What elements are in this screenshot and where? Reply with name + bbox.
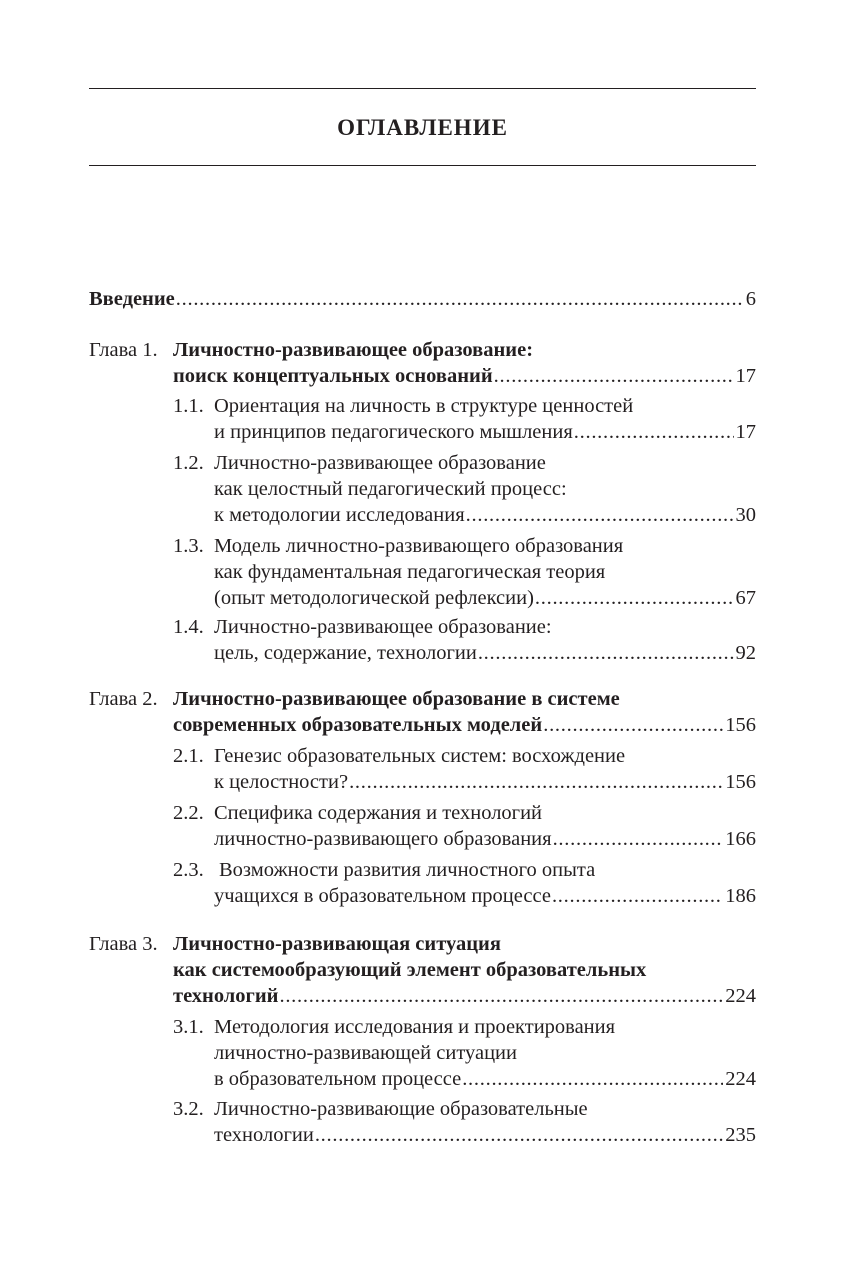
section-2-3-line1: Возможности развития личностного опыта <box>219 859 596 881</box>
toc-section-2-1[interactable] <box>89 743 756 795</box>
dot-leader <box>315 1122 723 1148</box>
dot-leader <box>494 363 734 389</box>
section-1-1-line1: Ориентация на личность в структуре ценностей <box>214 395 634 417</box>
section-1-3-page: 67 <box>735 587 756 609</box>
toc-section-1-4[interactable] <box>89 614 756 666</box>
toc-intro-page: 6 <box>745 288 756 310</box>
section-1-1-number: 1.1. <box>173 395 204 417</box>
section-3-1-line3: в образовательном процессе <box>214 1068 462 1090</box>
section-2-1-page: 156 <box>725 771 756 793</box>
section-1-4-page: 92 <box>735 642 756 664</box>
section-1-2-line2: как целостный педагогический процесс: <box>214 478 567 500</box>
chapter-2-label: Глава 2. <box>89 688 158 710</box>
section-3-2-line2: технологии <box>214 1124 314 1146</box>
section-1-3-number: 1.3. <box>173 535 204 557</box>
section-1-2-line1: Личностно-развивающее образование <box>214 452 546 474</box>
section-1-4-number: 1.4. <box>173 616 204 638</box>
chapter-3-label: Глава 3. <box>89 933 158 955</box>
toc-section-3-1[interactable] <box>89 1014 756 1092</box>
chapter-3-title-line2: как системообразующий элемент образовательных <box>173 959 647 981</box>
title-bottom-rule <box>89 165 756 166</box>
dot-leader <box>462 1066 723 1092</box>
section-3-2-number: 3.2. <box>173 1098 204 1120</box>
toc-section-1-2[interactable] <box>89 450 756 528</box>
section-2-2-page: 166 <box>725 828 756 850</box>
dot-leader <box>552 883 723 909</box>
section-3-1-line2: личностно-развивающей ситуации <box>214 1042 517 1064</box>
section-2-3-page: 186 <box>725 885 756 907</box>
toc-section-1-3[interactable] <box>89 533 756 611</box>
section-2-2-number: 2.2. <box>173 802 204 824</box>
dot-leader <box>574 419 734 445</box>
section-1-3-line3: (опыт методологической рефлексии) <box>214 587 534 609</box>
dot-leader <box>279 983 723 1009</box>
toc-chapter-1[interactable] <box>89 337 756 389</box>
toc-section-3-2[interactable] <box>89 1096 756 1148</box>
section-2-1-line2: к целостности? <box>214 771 349 793</box>
toc-intro-title: Введение <box>89 288 175 310</box>
dot-leader <box>466 502 734 528</box>
section-3-2-line1: Личностно-развивающие образовательные <box>214 1098 588 1120</box>
section-2-3-line2: учащихся в образовательном процессе <box>214 885 551 907</box>
section-3-1-number: 3.1. <box>173 1016 204 1038</box>
chapter-1-title-line2: поиск концептуальных оснований <box>173 365 493 387</box>
page-title: ОГЛАВЛЕНИЕ <box>337 115 508 140</box>
toc-chapter-2[interactable] <box>89 686 756 738</box>
section-1-3-line1: Модель личностно-развивающего образования <box>214 535 624 557</box>
toc-intro[interactable] <box>89 286 756 312</box>
section-1-3-line2: как фундаментальная педагогическая теория <box>214 561 606 583</box>
section-1-1-page: 17 <box>735 421 756 443</box>
chapter-3-title-line3: технологий <box>173 985 279 1007</box>
section-1-2-number: 1.2. <box>173 452 204 474</box>
section-3-2-page: 235 <box>725 1124 756 1146</box>
section-2-2-line2: личностно-развивающего образования <box>214 828 552 850</box>
chapter-1-label: Глава 1. <box>89 339 158 361</box>
section-3-1-page: 224 <box>725 1068 756 1090</box>
section-2-1-line1: Генезис образовательных систем: восхождение <box>214 745 626 767</box>
dot-leader <box>349 769 723 795</box>
chapter-1-page: 17 <box>735 365 756 387</box>
section-1-4-line2: цель, содержание, технологии <box>214 642 477 664</box>
section-2-3-number: 2.3. <box>173 859 204 881</box>
chapter-2-page: 156 <box>725 714 756 736</box>
section-1-2-page: 30 <box>735 504 756 526</box>
chapter-1-title-line1: Личностно-развивающее образование: <box>173 339 534 361</box>
section-1-2-line3: к методологии исследования <box>214 504 465 526</box>
toc-chapter-3[interactable] <box>89 931 756 1009</box>
chapter-3-title-line1: Личностно-развивающая ситуация <box>173 933 501 955</box>
top-rule <box>89 88 756 89</box>
toc-section-1-1[interactable] <box>89 393 756 445</box>
section-2-2-line1: Специфика содержания и технологий <box>214 802 543 824</box>
toc-section-2-2[interactable] <box>89 800 756 852</box>
section-1-1-line2: и принципов педагогического мышления <box>214 421 573 443</box>
dot-leader <box>543 712 723 738</box>
section-1-4-line1: Личностно-развивающее образование: <box>214 616 552 638</box>
dot-leader <box>478 640 734 666</box>
chapter-2-title-line2: современных образовательных моделей <box>173 714 543 736</box>
section-2-1-number: 2.1. <box>173 745 204 767</box>
dot-leader <box>176 286 744 312</box>
dot-leader <box>553 826 724 852</box>
chapter-3-page: 224 <box>725 985 756 1007</box>
section-3-1-line1: Методология исследования и проектирования <box>214 1016 616 1038</box>
toc-section-2-3[interactable] <box>89 857 756 909</box>
dot-leader <box>535 585 734 611</box>
chapter-2-title-line1: Личностно-развивающее образование в системе <box>173 688 620 710</box>
